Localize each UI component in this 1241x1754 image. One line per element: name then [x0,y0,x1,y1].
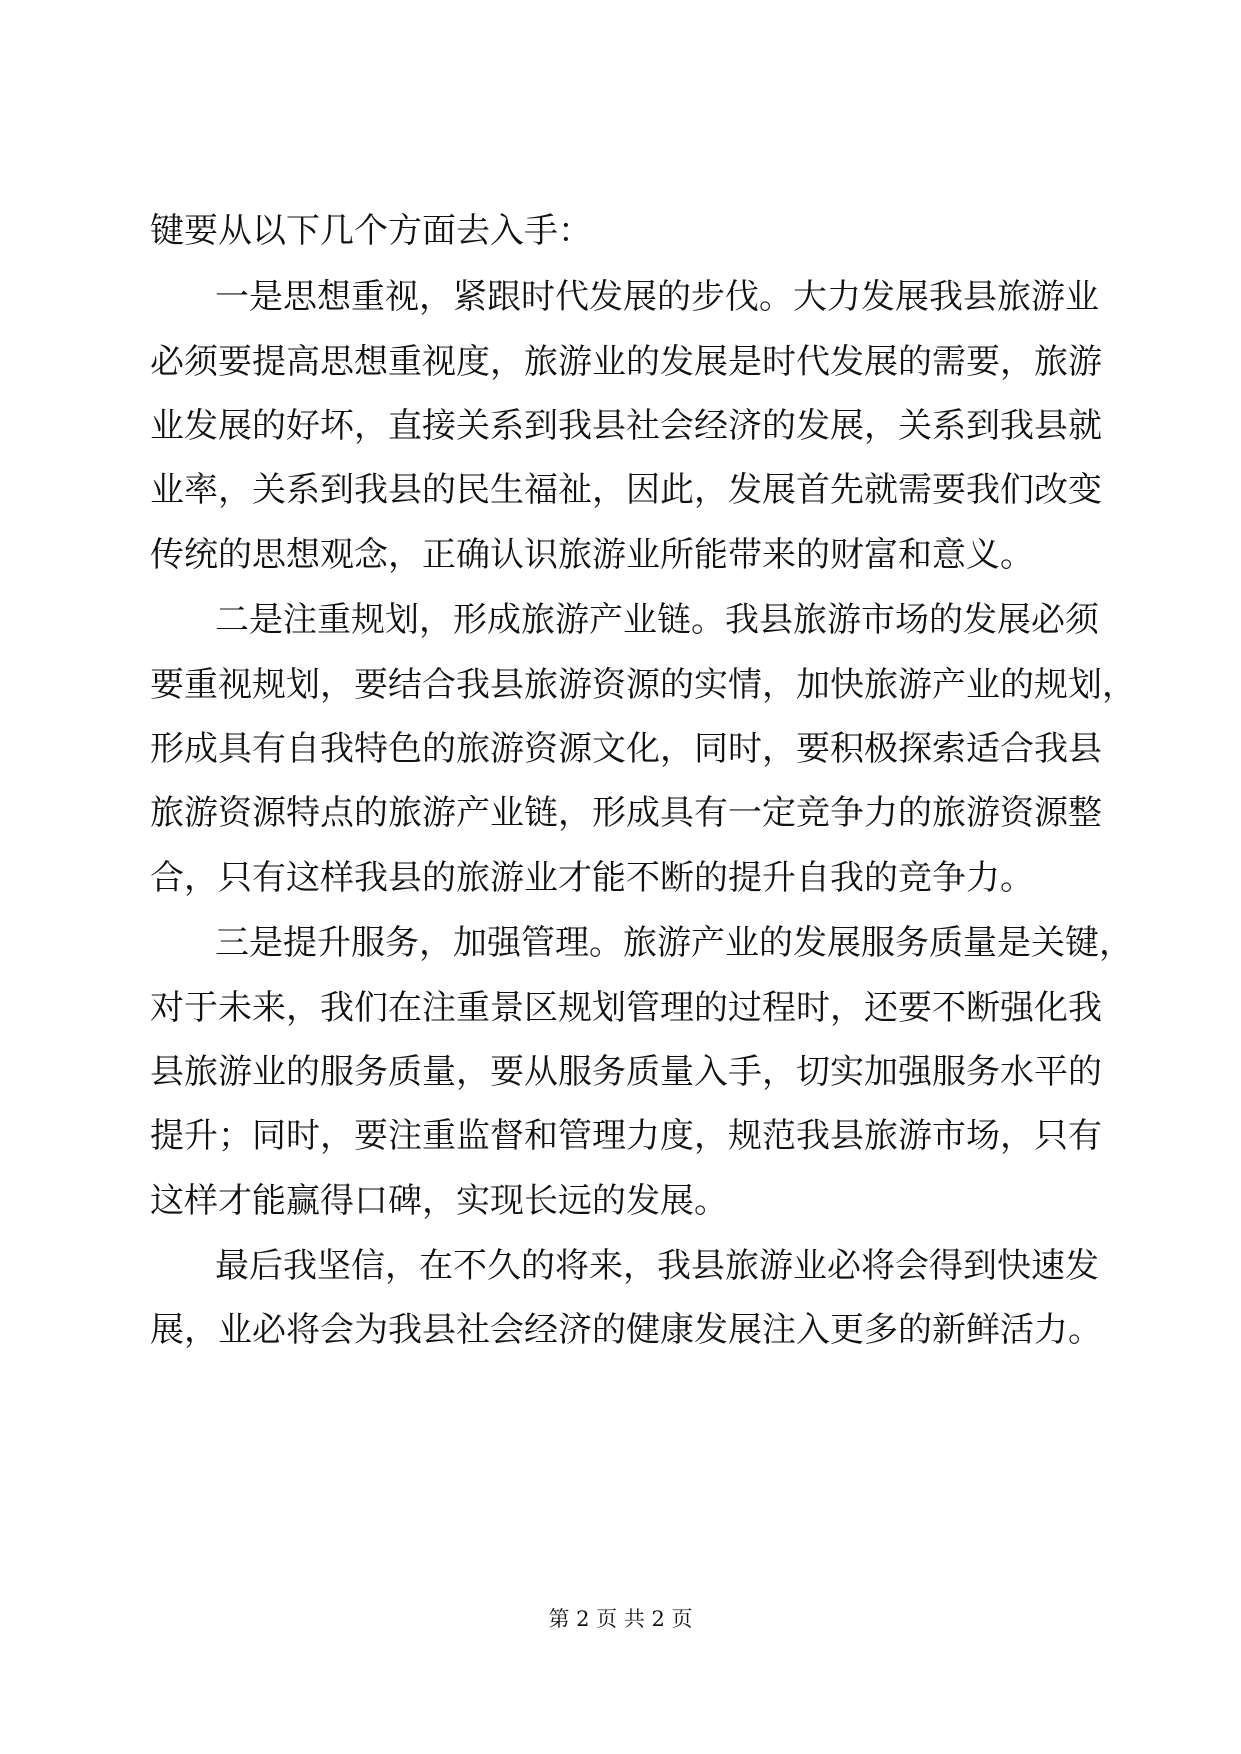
text-line: 旅游资源特点的旅游产业链，形成具有一定竞争力的旅游资源整 [150,793,1102,833]
text-line: 二是注重规划，形成旅游产业链。我县旅游市场的发展必须 [215,600,1099,640]
text-line: 展，业必将会为我县社会经济的健康发展注入更多的新鲜活力。 [150,1310,1102,1350]
text-line: 业发展的好坏，直接关系到我县社会经济的发展，关系到我县就 [150,406,1102,446]
text-line: 键要从以下几个方面去入手： [150,211,592,251]
text-line: 这样才能赢得口碑，实现长远的发展。 [150,1181,728,1221]
page-number-footer: 第 2 页 共 2 页 [548,1607,693,1631]
text-line: 形成具有自我特色的旅游资源文化，同时，要积极探索适合我县 [150,729,1102,769]
text-line: 必须要提高思想重视度，旅游业的发展是时代发展的需要，旅游 [150,342,1102,382]
text-line: 县旅游业的服务质量，要从服务质量入手，切实加强服务水平的 [150,1052,1102,1092]
text-line: 对于未来，我们在注重景区规划管理的过程时，还要不断强化我 [150,988,1102,1028]
text-line: 三是提升服务，加强管理。旅游产业的发展服务质量是关键， [215,923,1133,963]
text-line: 要重视规划，要结合我县旅游资源的实情，加快旅游产业的规划， [150,665,1136,705]
text-line: 合，只有这样我县的旅游业才能不断的提升自我的竞争力。 [150,858,1034,898]
text-line: 一是思想重视，紧跟时代发展的步伐。大力发展我县旅游业 [215,277,1099,317]
text-line: 业率，关系到我县的民生福祉，因此，发展首先就需要我们改变 [150,470,1102,510]
text-line: 传统的思想观念，正确认识旅游业所能带来的财富和意义。 [150,535,1034,575]
text-line: 最后我坚信，在不久的将来，我县旅游业必将会得到快速发 [215,1246,1099,1286]
text-line: 提升；同时，要注重监督和管理力度，规范我县旅游市场，只有 [150,1116,1102,1156]
